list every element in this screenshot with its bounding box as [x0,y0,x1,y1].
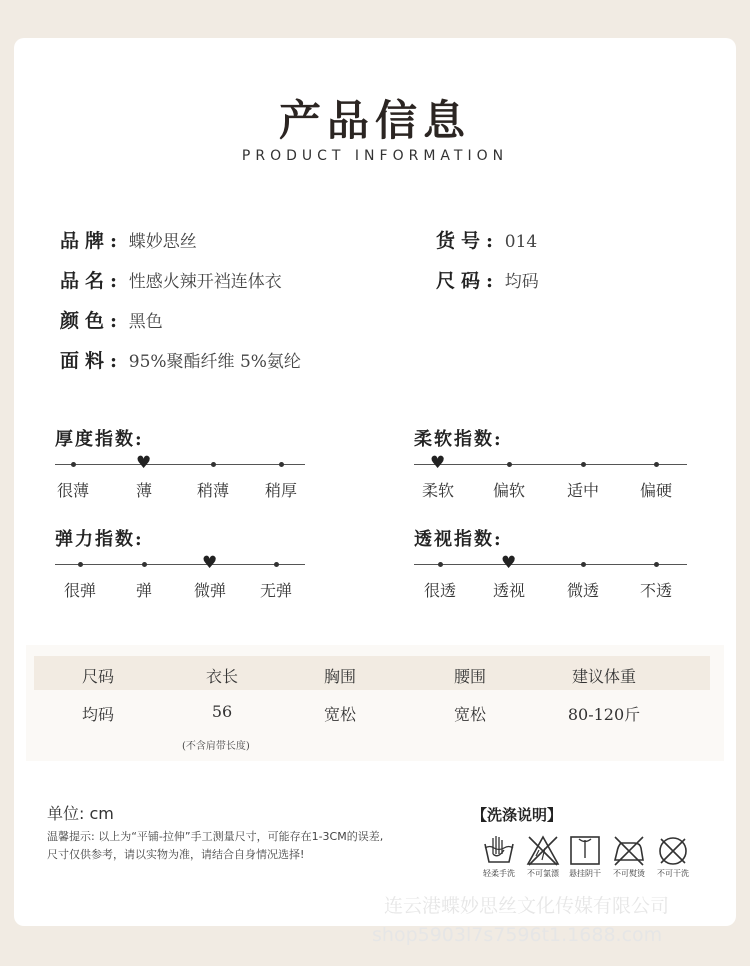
scale-dot [581,562,586,567]
scale-option-label: 很弹 [63,581,96,600]
fabric-row [60,346,301,373]
index-scale-line [55,464,305,465]
selected-heart-icon: ♥ [136,453,152,473]
index-title: 厚度指数: [55,429,144,450]
scale-option-label: 无弹 [259,581,292,600]
name-row [60,266,282,293]
no-bleach-label: 不可氯漂 [527,869,559,878]
index-title: 透视指数: [414,529,503,550]
scale-dot [438,562,443,567]
size-table-header-cell: 衣长 [205,667,238,686]
page-subtitle: PRODUCT INFORMATION [241,148,509,164]
index-scale-line [414,564,687,565]
wash-instructions-title: 【洗涤说明】 [472,806,563,824]
scale-dot [142,562,147,567]
no-iron-label: 不可熨烫 [613,869,645,878]
scale-option-label: 微透 [566,581,599,600]
scale-option-label: 薄 [135,481,152,500]
index-scale-line [55,564,305,565]
scale-option-label: 适中 [566,481,599,500]
scale-option-label: 不透 [639,581,672,600]
scale-option-label: 弹 [135,581,152,600]
scale-dot [274,562,279,567]
scale-dot [279,462,284,467]
brand-label: 品牌: [60,230,124,252]
no-bleach-icon [526,834,560,868]
fabric-label: 面料: [60,350,124,372]
selected-heart-icon: ♥ [501,553,517,573]
no-dry-clean-label: 不可干洗 [657,869,689,878]
color-row [60,306,163,333]
item-no-row [436,226,537,253]
size-label: 尺码: [436,270,500,292]
brand-row [60,226,197,253]
scale-dot [78,562,83,567]
size-table-cell: 宽松 [323,705,356,724]
name-value: 性感火辣开裆连体衣 [128,272,282,292]
item-no-label: 货号: [436,230,500,252]
scale-dot [654,562,659,567]
size-table-cell: 80-120斤 [567,705,641,724]
scale-dot [581,462,586,467]
size-table-cell: 56 [211,702,233,721]
warm-tip-line1: 温馨提示: 以上为“平铺-拉伸”手工测量尺寸，可能存在1-3CM的误差, [47,830,384,843]
warm-tip-line2: 尺寸仅供参考，请以实物为准，请结合自身情况选择! [47,848,305,861]
size-table-cell: 宽松 [453,705,486,724]
scale-dot [507,462,512,467]
watermark-company: 连云港蝶妙思丝文化传媒有限公司 [384,895,670,917]
index-title: 弹力指数: [55,529,144,550]
size-value: 均码 [504,272,539,292]
scale-option-label: 稍厚 [264,481,297,500]
hang-dry-label: 悬挂阴干 [569,869,601,878]
size-row [436,266,539,293]
brand-value: 蝶妙思丝 [128,232,197,252]
size-table-header-cell: 腰围 [453,667,486,686]
fabric-value: 95%聚酯纤维 5%氨纶 [128,352,301,372]
scale-option-label: 很薄 [56,481,89,500]
scale-option-label: 透视 [492,581,525,600]
scale-dot [71,462,76,467]
page-title: 产品信息 [278,96,471,145]
scale-option-label: 柔软 [421,481,454,500]
size-table-header-cell: 尺码 [81,667,114,686]
hand-wash-label: 轻柔手洗 [483,869,515,878]
watermark-url: shop5903l7s7596t1.1688.com [372,924,663,946]
scale-option-label: 微弹 [193,581,226,600]
no-dry-clean-icon [656,834,690,868]
size-table-note: (不含肩带长度) [182,741,250,752]
size-table-cell: 均码 [81,705,114,724]
unit-label: 单位: cm [47,804,114,823]
hand-wash-icon [482,832,516,866]
index-title: 柔软指数: [414,429,503,450]
color-value: 黑色 [128,312,163,332]
scale-option-label: 稍薄 [196,481,229,500]
no-iron-icon [612,834,646,868]
selected-heart-icon: ♥ [202,553,218,573]
item-no-value: 014 [504,232,538,252]
scale-option-label: 偏硬 [639,481,672,500]
scale-dot [211,462,216,467]
size-table-header-cell: 胸围 [323,667,356,686]
selected-heart-icon: ♥ [430,453,446,473]
hang-dry-icon [568,834,602,868]
scale-option-label: 偏软 [492,481,525,500]
name-label: 品名: [60,270,124,292]
color-label: 颜色: [60,310,124,332]
size-table-header-cell: 建议体重 [571,667,636,686]
scale-option-label: 很透 [423,581,456,600]
scale-dot [654,462,659,467]
index-scale-line [414,464,687,465]
